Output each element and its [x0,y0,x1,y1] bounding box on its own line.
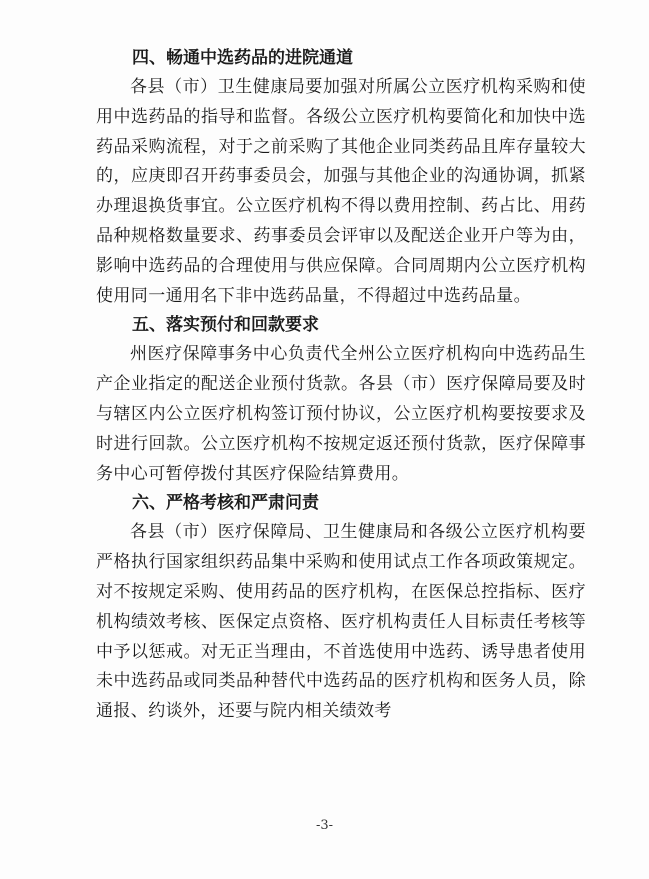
document-body [96,44,586,727]
section-paragraph-6: 各县（市）医疗保障局、卫生健康局和各级公立医疗机构要严格执行国家组织药品集中采购和使用试点工作各项政策规定。对不按规定采购、使用药品的医疗机构，在医保总控指标、医疗机构绩效考核、医保定点资格、医疗机构责任人目标责任考核等中予以惩戒。对无正当理由，不首选使用中选药、诱导患者使用未中选药品或同类品种替代中选药品的医疗机构和医务人员，除通报、约谈外，还要与院内相关绩效考 [96,522,586,722]
section-heading-4: 四、畅通中选药品的进院通道 [132,48,353,68]
page-number: -3- [315,818,334,833]
section-paragraph-4: 各县（市）卫生健康局要加强对所属公立医疗机构采购和使用中选药品的指导和监督。各级公立医疗机构要简化和加快中选药品采购流程，对于之前采购了其他企业同类药品且库存量较大的，应庚即召开药事委员会，加强与其他企业的沟通协调，抓紧办理退换货事宜。公立医疗机构不得以费用控制、药占比、用药品种规格数量要求、药事委员会评审以及配送企业开户等为由，影响中选药品的合理使用与供应保障。合同周期内公立医疗机构使用同一通用名下非中选药品量，不得超过中选药品量。 [96,77,586,306]
section-paragraph-5: 州医疗保障事务中心负责代全州公立医疗机构向中选药品生产企业指定的配送企业预付货款。各县（市）医疗保障局要及时与辖区内公立医疗机构签订预付协议，公立医疗机构要按要求及时进行回款。公立医疗机构不按规定返还预付货款，医疗保障事务中心可暂停拨付其医疗保险结算费用。 [96,344,586,484]
section-heading-5: 五、落实预付和回款要求 [132,315,319,336]
section-heading-6: 六、严格考核和严肃问责 [132,493,319,514]
